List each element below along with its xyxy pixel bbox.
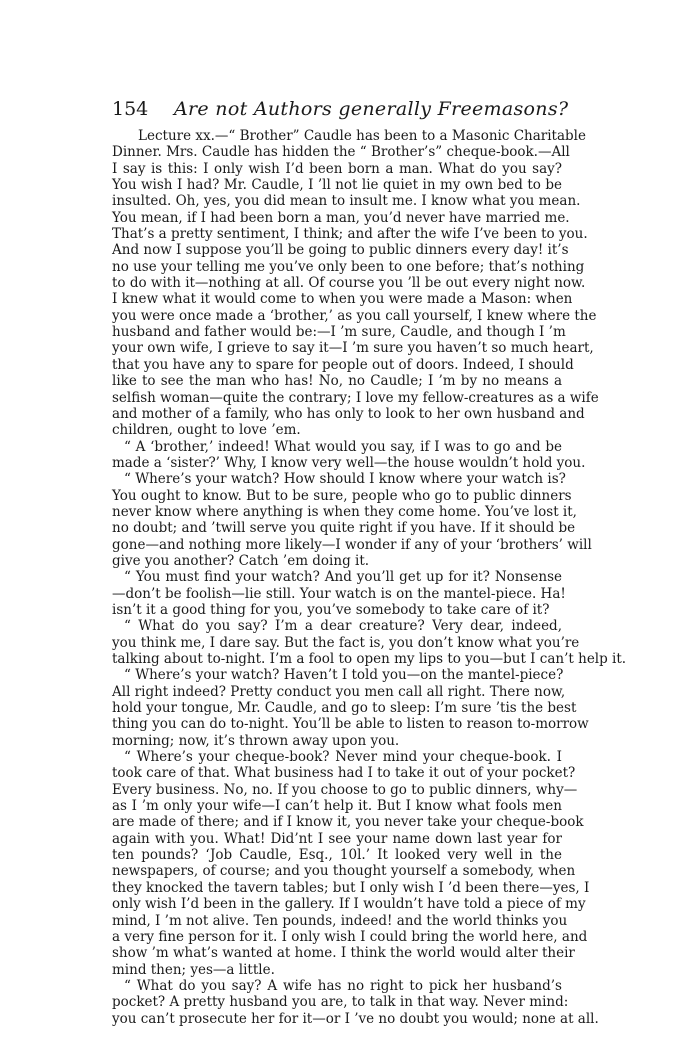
text-line: are made of there; and if I know it, you never take your cheque-book [112, 814, 584, 831]
text-line: Lecture xx.—“ Brother” Caudle has been to a Masonic Charitable [138, 128, 586, 144]
text-line: give you another? Catch ’em doing it. [112, 552, 370, 569]
text-line: “ Where’s your watch? Haven’t I told you—on the mantel-piece? [124, 667, 564, 684]
text-line: a very fine person for it. I only wish I could bring the world here, and [112, 928, 588, 945]
text-line: no doubt; and ’twill serve you quite right if you have. If it should be [112, 520, 576, 537]
text-line: and mother of a family, who has only to look to her own husband and [112, 405, 585, 422]
text-line: only wish I’d been in the gallery. If I wouldn’t have told a piece of my [112, 896, 586, 913]
text-line: that you have any to spare for people out of doors. Indeed, I should [112, 356, 574, 373]
text-line: isn’t it a good thing for you, you’ve somebody to take care of it? [112, 601, 550, 618]
text-line: “ Where’s your watch? How should I know where your watch is? [124, 471, 566, 488]
text-line: newspapers, of course; and you thought yourself a somebody, when [112, 863, 576, 880]
text-line: Dinner. Mrs. Caudle has hidden the “ Brother’s” cheque-book.—All [112, 144, 570, 161]
text-line: pocket? A pretty husband you are, to talk in that way. Never mind: [112, 994, 569, 1011]
page-number: 154 [112, 98, 149, 120]
text-line: talking about to-night. I’m a fool to open my lips to you—but I can’t help it. [112, 651, 627, 667]
text-line: “ You must find your watch? And you’ll get up for it? Nonsense [124, 569, 562, 586]
text-line: children, ought to love ’em. [112, 422, 301, 439]
text-line: “ What do you say? A wife has no right to pick her husband’s [124, 977, 562, 994]
text-line: show ’m what’s wanted at home. I think the world would alter their [112, 945, 575, 962]
text-line: to do with it—nothing at all. Of course you ’ll be out every night now. [112, 275, 586, 292]
text-line: thing you can do to-night. You’ll be able to listen to reason to-morrow [112, 716, 589, 733]
text-line: gone—and nothing more likely—I wonder if any of your ‘brothers’ will [112, 536, 592, 553]
text-line: “ A ‘brother,’ indeed! What would you say, if I was to go and be [124, 438, 562, 455]
running-title: Are not Authors generally Freemasons? [174, 98, 569, 120]
text-line: You ought to know. But to be sure, people who go to public dinners [112, 487, 572, 504]
text-line: And now I suppose you’ll be going to public dinners every day! it’s [112, 242, 569, 259]
text-line: like to see the man who has! No, no Caudle; I ’m by no means a [112, 373, 562, 390]
lecture-text [112, 128, 627, 1027]
text-line: no use your telling me you’ve only been to one before; that’s nothing [112, 258, 585, 275]
text-line: That’s a pretty sentiment, I think; and after the wife I’ve been to you. [112, 226, 588, 243]
text-line: morning; now, it’s thrown away upon you. [112, 732, 400, 749]
text-line: selfish woman—quite the contrary; I love my fellow-creatures as a wife [112, 389, 599, 406]
text-line: All right indeed? Pretty conduct you men call all right. There now, [112, 683, 566, 700]
text-line: mind, I ’m not alive. Ten pounds, indeed! and the world thinks you [112, 912, 568, 929]
text-line: you think me, I dare say. But the fact is, you don’t know what you’re [112, 634, 580, 651]
text-line: —don’t be foolish—lie still. Your watch is on the mantel-piece. Ha! [112, 585, 566, 602]
text-line: “ What do you say? I’m a dear creature? Very dear, indeed, [124, 618, 562, 635]
text-line: You wish I had? Mr. Caudle, I ’ll not lie quiet in my own bed to be [112, 177, 562, 194]
text-line: as I ’m only your wife—I can’t help it. But I know what fools men [112, 798, 562, 815]
text-line: Every business. No, no. If you choose to go to public dinners, why— [112, 781, 578, 798]
text-line: I knew what it would come to when you were made a Mason: when [112, 291, 573, 308]
text-line: you were once made a ‘brother,’ as you call yourself, I knew where the [112, 307, 597, 324]
text-line: insulted. Oh, yes, you did mean to insult me. I know what you mean. [112, 193, 581, 210]
text-line: they knocked the tavern tables; but I only wish I ’d been there—yes, I [112, 879, 590, 896]
text-line: again with you. What! Did’nt I see your name down last year for [112, 830, 562, 847]
text-line: husband and father would be:—I ’m sure, Caudle, and though I ’m [112, 324, 566, 341]
text-line: I say is this: I only wish I’d been born a man. What do you say? [112, 160, 562, 177]
text-line: never know where anything is when they come home. You’ve lost it, [112, 503, 577, 520]
text-line: made a ‘sister?’ Why, I know very well—the house wouldn’t hold you. [112, 454, 586, 471]
text-line: ten pounds? ‘Job Caudle, Esq., 10l.’ It looked very well in the [112, 847, 562, 864]
text-line: you can’t prosecute her for it—or I ’ve no doubt you would; none at all. [112, 1010, 599, 1027]
text-line: your own wife, I grieve to say it—I ’m sure you haven’t so much heart, [112, 340, 594, 357]
text-line: You mean, if I had been born a man, you’d never have married me. [112, 209, 570, 226]
text-line: took care of that. What business had I to take it out of your pocket? [112, 765, 576, 782]
page-header [112, 98, 569, 122]
text-line: “ Where’s your cheque-book? Never mind your cheque-book. I [124, 749, 562, 766]
text-line: mind then; yes—a little. [112, 961, 275, 978]
text-line: hold your tongue, Mr. Caudle, and go to sleep: I’m sure ’tis the best [112, 700, 577, 717]
